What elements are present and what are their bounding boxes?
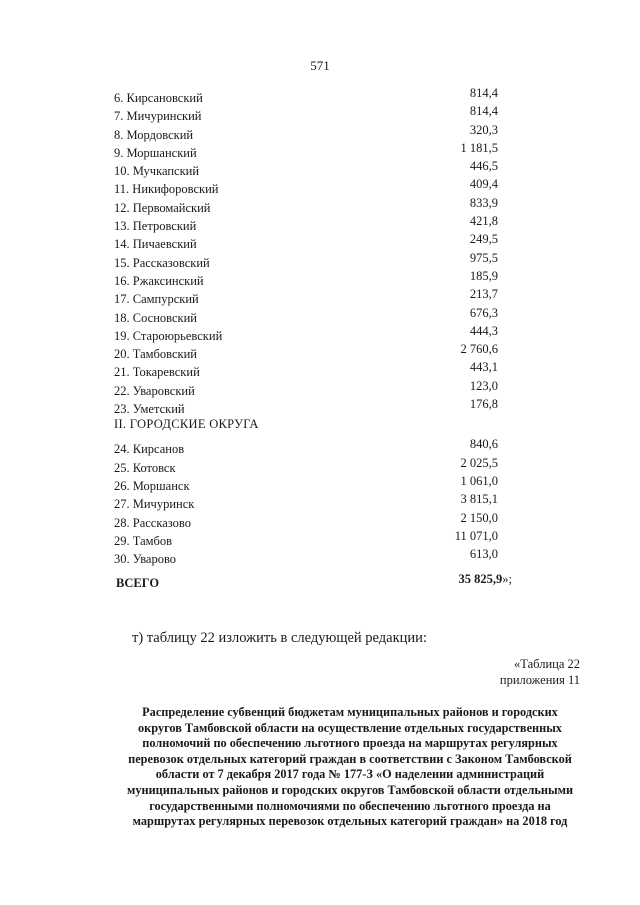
table-row bbox=[0, 473, 640, 497]
row-name: 20. Тамбовский bbox=[114, 347, 197, 362]
row-value: 444,3 bbox=[469, 323, 498, 338]
row-value: 840,6 bbox=[469, 437, 498, 452]
table-row bbox=[0, 140, 640, 164]
caption-line: Распределение субвенций бюджетам муниципальных районов и городских bbox=[142, 705, 558, 719]
table-row bbox=[0, 547, 640, 570]
row-name: 18. Сосновский bbox=[114, 310, 197, 325]
row-value: 613,0 bbox=[469, 547, 498, 562]
row-value: 443,1 bbox=[469, 360, 498, 375]
row-value: 123,0 bbox=[469, 378, 498, 393]
table-row bbox=[0, 232, 640, 255]
row-value: 446,5 bbox=[469, 159, 498, 174]
row-name: 17. Сампурский bbox=[114, 292, 199, 307]
row-value: 2 760,6 bbox=[460, 342, 498, 357]
row-value: 975,5 bbox=[469, 250, 498, 265]
table-row bbox=[0, 437, 640, 460]
row-name: 30. Уварово bbox=[114, 552, 177, 567]
row-value: 2 025,5 bbox=[460, 455, 498, 470]
table-row bbox=[0, 323, 640, 347]
table-row bbox=[0, 268, 640, 292]
table-row bbox=[0, 214, 640, 237]
row-value: 833,9 bbox=[469, 195, 498, 210]
total-row bbox=[0, 574, 640, 596]
table-row bbox=[0, 159, 640, 182]
section-heading-text: II. ГОРОДСКИЕ ОКРУГА bbox=[114, 417, 259, 432]
section-heading bbox=[0, 417, 640, 442]
row-name: 26. Моршанск bbox=[114, 478, 190, 493]
table-row bbox=[0, 86, 640, 109]
row-value: 3 815,1 bbox=[460, 492, 498, 507]
caption-line: маршрутах регулярных перевозок отдельных категорий граждан» на 2018 год bbox=[132, 814, 568, 829]
table-row bbox=[0, 528, 640, 552]
row-name: 29. Тамбов bbox=[114, 533, 173, 548]
row-name: 24. Кирсанов bbox=[114, 442, 185, 457]
caption-line: округов Тамбовской области на осуществление отдельных государственных bbox=[138, 720, 562, 735]
table-row bbox=[0, 360, 640, 383]
table-row bbox=[0, 492, 640, 515]
row-name: 28. Рассказово bbox=[114, 515, 191, 530]
table-row bbox=[0, 378, 640, 402]
row-name: 25. Котовск bbox=[114, 460, 176, 475]
row-value: 185,9 bbox=[469, 268, 498, 283]
row-name: 11. Никифоровский bbox=[114, 182, 219, 197]
table-row bbox=[0, 287, 640, 310]
row-name: 13. Петровский bbox=[114, 219, 197, 234]
table-row bbox=[0, 122, 640, 146]
row-value: 11 071,0 bbox=[454, 528, 498, 543]
row-name: 23. Уметский bbox=[114, 402, 185, 417]
amendment-instruction: т) таблицу 22 изложить в следующей редакции: bbox=[132, 630, 427, 646]
row-name: 8. Мордовский bbox=[114, 127, 194, 142]
row-value: 814,4 bbox=[469, 104, 498, 119]
row-name: 7. Мичуринский bbox=[114, 109, 202, 124]
row-value: 421,8 bbox=[469, 214, 498, 229]
subsidy-table bbox=[0, 86, 640, 596]
row-name: 10. Мучкапский bbox=[114, 164, 200, 179]
row-name: 12. Первомайский bbox=[114, 200, 211, 215]
table-row bbox=[0, 177, 640, 200]
row-value: 176,8 bbox=[469, 397, 498, 412]
row-value: 1 181,5 bbox=[460, 140, 498, 155]
table-caption bbox=[100, 705, 600, 830]
row-value: 676,3 bbox=[469, 305, 498, 320]
table-row bbox=[0, 195, 640, 219]
table-row bbox=[0, 510, 640, 534]
row-value: 409,4 bbox=[469, 177, 498, 192]
row-name: 19. Староюрьевский bbox=[114, 328, 223, 343]
table-row bbox=[0, 250, 640, 274]
table-annex-reference bbox=[500, 656, 580, 688]
annex-line-1: «Таблица 22 bbox=[514, 657, 580, 671]
row-name: 9. Моршанский bbox=[114, 145, 197, 160]
row-name: 16. Ржаксинский bbox=[114, 273, 204, 288]
table-row bbox=[0, 342, 640, 365]
caption-line: муниципальных районов и городских округов Тамбовской области отдельными bbox=[126, 782, 574, 797]
row-name: 21. Токаревский bbox=[114, 365, 200, 380]
row-name: 14. Пичаевский bbox=[114, 237, 197, 252]
total-label: ВСЕГО bbox=[116, 576, 160, 591]
caption-line: перевозок отдельных категорий граждан в соответствии с Законом Тамбовской bbox=[128, 751, 572, 766]
row-name: 15. Рассказовский bbox=[114, 255, 210, 270]
row-value: 249,5 bbox=[469, 232, 498, 247]
table-row bbox=[0, 104, 640, 127]
row-value: 320,3 bbox=[469, 122, 498, 137]
total-suffix: »; bbox=[502, 572, 512, 587]
table-row bbox=[0, 397, 640, 420]
caption-line: государственными полномочиями по обеспечению льготного проезда на bbox=[149, 798, 551, 813]
row-name: 27. Мичуринск bbox=[114, 497, 195, 512]
total-value-cell bbox=[459, 572, 512, 587]
annex-line-2: приложения 11 bbox=[499, 673, 580, 687]
table-row bbox=[0, 455, 640, 479]
row-name: 22. Уваровский bbox=[114, 383, 195, 398]
caption-line: области от 7 декабря 2017 года № 177-З «О наделении администраций bbox=[155, 767, 545, 782]
total-value: 35 825,9 bbox=[458, 572, 503, 587]
page-number: 571 bbox=[310, 58, 330, 73]
row-name: 6. Кирсановский bbox=[114, 91, 203, 105]
table-row bbox=[0, 305, 640, 329]
row-value: 814,4 bbox=[469, 86, 498, 100]
row-value: 213,7 bbox=[469, 287, 498, 302]
caption-line: полномочий по обеспечению льготного проезда на маршрутах регулярных bbox=[142, 736, 558, 751]
row-value: 2 150,0 bbox=[460, 510, 498, 525]
row-value: 1 061,0 bbox=[460, 473, 498, 488]
